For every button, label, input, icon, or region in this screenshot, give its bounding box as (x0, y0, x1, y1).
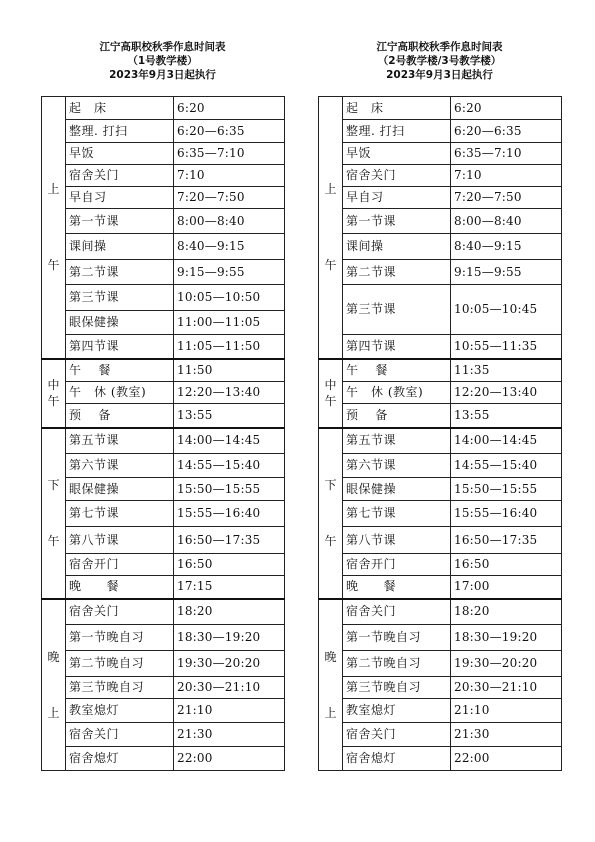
period-char: 上 (324, 705, 337, 720)
schedule-row (319, 599, 562, 625)
time-cell: 16:50—17:35 (451, 527, 562, 554)
time-cell: 14:00—14:45 (174, 428, 285, 454)
activity-cell: 眼保健操 (66, 311, 174, 335)
schedule-row (319, 382, 562, 404)
schedule-row (319, 209, 562, 234)
schedule-building: （1号教学楼） (127, 55, 198, 67)
time-cell: 6:20—6:35 (451, 120, 562, 143)
activity-cell: 第三节晚自习 (66, 677, 174, 699)
schedule-row (42, 234, 285, 260)
time-cell: 21:30 (451, 723, 562, 747)
activity-cell: 整理. 打扫 (343, 120, 451, 143)
time-cell: 18:20 (451, 599, 562, 625)
time-cell: 15:55—16:40 (451, 501, 562, 527)
time-cell: 15:55—16:40 (174, 501, 285, 527)
schedule-row (42, 554, 285, 576)
time-cell: 19:30—20:20 (451, 651, 562, 677)
period-char: 中 (324, 378, 337, 392)
activity-cell: 起 床 (343, 97, 451, 120)
period-char: 上 (324, 182, 337, 197)
activity-cell: 早自习 (66, 187, 174, 209)
activity-cell: 教室熄灯 (343, 699, 451, 723)
period-char: 午 (324, 534, 337, 548)
activity-cell: 第六节课 (66, 454, 174, 478)
period-label (319, 428, 343, 599)
activity-cell: 第二节课 (66, 260, 174, 285)
schedule-row (42, 527, 285, 554)
schedule-row (319, 335, 562, 359)
activity-cell: 起 床 (66, 97, 174, 120)
time-cell: 20:30—21:10 (174, 677, 285, 699)
activity-cell: 第八节课 (343, 527, 451, 554)
schedule-title: 江宁高职校秋季作息时间表 (376, 41, 503, 53)
activity-cell: 第五节课 (343, 428, 451, 454)
time-cell: 12:20—13:40 (451, 382, 562, 404)
activity-cell: 教室熄灯 (66, 699, 174, 723)
schedule-row (319, 404, 562, 428)
schedule-row (42, 382, 285, 404)
period-char: 晚 (324, 649, 337, 664)
activity-cell: 第一节课 (343, 209, 451, 234)
activity-cell: 晚 餐 (343, 576, 451, 599)
time-cell: 16:50—17:35 (174, 527, 285, 554)
time-cell: 22:00 (451, 747, 562, 771)
time-cell: 13:55 (174, 404, 285, 428)
activity-cell: 宿舍熄灯 (343, 747, 451, 771)
activity-cell: 晚 餐 (66, 576, 174, 599)
schedule-row (319, 454, 562, 478)
time-cell: 7:20—7:50 (451, 187, 562, 209)
schedule-row (42, 187, 285, 209)
activity-cell: 第五节课 (66, 428, 174, 454)
schedule-row (319, 699, 562, 723)
time-cell: 10:55—11:35 (451, 335, 562, 359)
period-char: 午 (47, 394, 60, 408)
schedule-row (42, 454, 285, 478)
period-label (42, 97, 66, 359)
activity-cell: 课间操 (66, 234, 174, 260)
schedule-row (319, 428, 562, 454)
schedule-row (319, 120, 562, 143)
schedule-row (42, 143, 285, 165)
period-char: 中 (47, 378, 60, 392)
schedule-row (42, 165, 285, 187)
time-cell: 6:20—6:35 (174, 120, 285, 143)
activity-cell: 宿舍关门 (343, 723, 451, 747)
activity-cell: 眼保健操 (66, 478, 174, 501)
time-cell: 8:00—8:40 (174, 209, 285, 234)
schedule-row (319, 260, 562, 285)
time-cell: 8:40—9:15 (451, 234, 562, 260)
schedule-row (319, 359, 562, 382)
time-cell: 6:20 (451, 97, 562, 120)
period-char: 午 (324, 258, 337, 273)
schedule-row (319, 576, 562, 599)
time-cell: 12:20—13:40 (174, 382, 285, 404)
activity-cell: 整理. 打扫 (66, 120, 174, 143)
time-cell: 10:05—10:45 (451, 285, 562, 335)
schedule-row (319, 165, 562, 187)
time-cell: 16:50 (451, 554, 562, 576)
period-label (42, 359, 66, 428)
time-cell: 15:50—15:55 (174, 478, 285, 501)
time-cell: 6:20 (174, 97, 285, 120)
schedule-row (319, 554, 562, 576)
schedule-row (319, 285, 562, 335)
time-cell: 18:20 (174, 599, 285, 625)
schedule-building: （2号教学楼/3号教学楼） (377, 55, 502, 67)
schedule-row (319, 143, 562, 165)
time-cell: 7:20—7:50 (174, 187, 285, 209)
schedule-row (319, 187, 562, 209)
schedule-row (42, 97, 285, 120)
activity-cell: 宿舍熄灯 (66, 747, 174, 771)
time-cell: 7:10 (174, 165, 285, 187)
activity-cell: 早饭 (66, 143, 174, 165)
schedule-row (42, 599, 285, 625)
activity-cell: 第八节课 (66, 527, 174, 554)
activity-cell: 宿舍关门 (343, 599, 451, 625)
activity-cell: 午 休 (教室) (66, 382, 174, 404)
time-cell: 6:35—7:10 (451, 143, 562, 165)
activity-cell: 宿舍关门 (66, 165, 174, 187)
activity-cell: 第七节课 (343, 501, 451, 527)
schedule-header (41, 40, 284, 96)
time-cell: 14:55—15:40 (174, 454, 285, 478)
activity-cell: 午 餐 (343, 359, 451, 382)
schedule-row (319, 625, 562, 651)
schedule-row (42, 576, 285, 599)
activity-cell: 第四节课 (66, 335, 174, 359)
time-cell: 21:10 (174, 699, 285, 723)
time-cell: 22:00 (174, 747, 285, 771)
schedule-effective-date: 2023年9月3日起执行 (109, 69, 216, 81)
schedule-row (42, 285, 285, 311)
activity-cell: 预 备 (66, 404, 174, 428)
period-char: 午 (47, 258, 60, 273)
time-cell: 6:35—7:10 (174, 143, 285, 165)
time-cell: 17:15 (174, 576, 285, 599)
time-cell: 16:50 (174, 554, 285, 576)
activity-cell: 第六节课 (343, 454, 451, 478)
activity-cell: 第二节晚自习 (66, 651, 174, 677)
schedule-row (42, 723, 285, 747)
schedule-row (42, 404, 285, 428)
activity-cell: 课间操 (343, 234, 451, 260)
activity-cell: 午 休 (教室) (343, 382, 451, 404)
activity-cell: 宿舍开门 (66, 554, 174, 576)
schedule-row (319, 747, 562, 771)
schedule-row (319, 723, 562, 747)
activity-cell: 第二节晚自习 (343, 651, 451, 677)
schedule-row (42, 260, 285, 285)
schedule-building-2-3 (318, 40, 561, 771)
period-char: 上 (47, 182, 60, 197)
activity-cell: 眼保健操 (343, 478, 451, 501)
time-cell: 21:30 (174, 723, 285, 747)
period-char: 午 (47, 534, 60, 548)
activity-cell: 第三节课 (66, 285, 174, 311)
schedule-row (42, 209, 285, 234)
activity-cell: 午 餐 (66, 359, 174, 382)
schedule-table (318, 96, 562, 771)
time-cell: 11:35 (451, 359, 562, 382)
schedule-row (42, 311, 285, 335)
schedule-row (42, 625, 285, 651)
period-char: 晚 (47, 649, 60, 664)
schedule-row (319, 97, 562, 120)
activity-cell: 早自习 (343, 187, 451, 209)
schedule-row (42, 651, 285, 677)
schedule-row (42, 501, 285, 527)
time-cell: 18:30—19:20 (451, 625, 562, 651)
schedule-effective-date: 2023年9月3日起执行 (386, 69, 493, 81)
period-char: 下 (47, 478, 60, 492)
period-char: 下 (324, 478, 337, 492)
time-cell: 8:40—9:15 (174, 234, 285, 260)
activity-cell: 早饭 (343, 143, 451, 165)
time-cell: 8:00—8:40 (451, 209, 562, 234)
schedule-row (319, 651, 562, 677)
activity-cell: 第七节课 (66, 501, 174, 527)
schedule-building-1 (41, 40, 284, 771)
time-cell: 14:55—15:40 (451, 454, 562, 478)
schedule-row (319, 527, 562, 554)
time-cell: 15:50—15:55 (451, 478, 562, 501)
period-label (319, 359, 343, 428)
schedule-row (42, 747, 285, 771)
time-cell: 11:00—11:05 (174, 311, 285, 335)
activity-cell: 宿舍关门 (66, 723, 174, 747)
time-cell: 10:05—10:50 (174, 285, 285, 311)
period-char: 午 (324, 394, 337, 408)
period-label (42, 599, 66, 771)
activity-cell: 第一节晚自习 (66, 625, 174, 651)
schedule-title: 江宁高职校秋季作息时间表 (99, 41, 226, 53)
period-label (42, 428, 66, 599)
schedule-row (42, 428, 285, 454)
schedule-row (319, 478, 562, 501)
period-char: 上 (47, 705, 60, 720)
schedule-table (41, 96, 285, 771)
schedule-row (319, 234, 562, 260)
activity-cell: 第二节课 (343, 260, 451, 285)
schedule-row (42, 677, 285, 699)
time-cell: 18:30—19:20 (174, 625, 285, 651)
time-cell: 17:00 (451, 576, 562, 599)
activity-cell: 第一节课 (66, 209, 174, 234)
time-cell: 11:50 (174, 359, 285, 382)
time-cell: 14:00—14:45 (451, 428, 562, 454)
schedule-row (42, 120, 285, 143)
time-cell: 21:10 (451, 699, 562, 723)
schedule-row (42, 335, 285, 359)
schedule-row (42, 699, 285, 723)
activity-cell: 第三节课 (343, 285, 451, 335)
schedule-row (42, 359, 285, 382)
schedule-row (319, 501, 562, 527)
activity-cell: 第四节课 (343, 335, 451, 359)
time-cell: 7:10 (451, 165, 562, 187)
time-cell: 9:15—9:55 (174, 260, 285, 285)
activity-cell: 第三节晚自习 (343, 677, 451, 699)
time-cell: 20:30—21:10 (451, 677, 562, 699)
time-cell: 19:30—20:20 (174, 651, 285, 677)
schedule-row (319, 677, 562, 699)
period-label (319, 97, 343, 359)
activity-cell: 预 备 (343, 404, 451, 428)
schedule-row (42, 478, 285, 501)
schedule-header (318, 40, 561, 96)
time-cell: 9:15—9:55 (451, 260, 562, 285)
activity-cell: 第一节晚自习 (343, 625, 451, 651)
time-cell: 11:05—11:50 (174, 335, 285, 359)
activity-cell: 宿舍关门 (66, 599, 174, 625)
activity-cell: 宿舍关门 (343, 165, 451, 187)
time-cell: 13:55 (451, 404, 562, 428)
period-label (319, 599, 343, 771)
activity-cell: 宿舍开门 (343, 554, 451, 576)
